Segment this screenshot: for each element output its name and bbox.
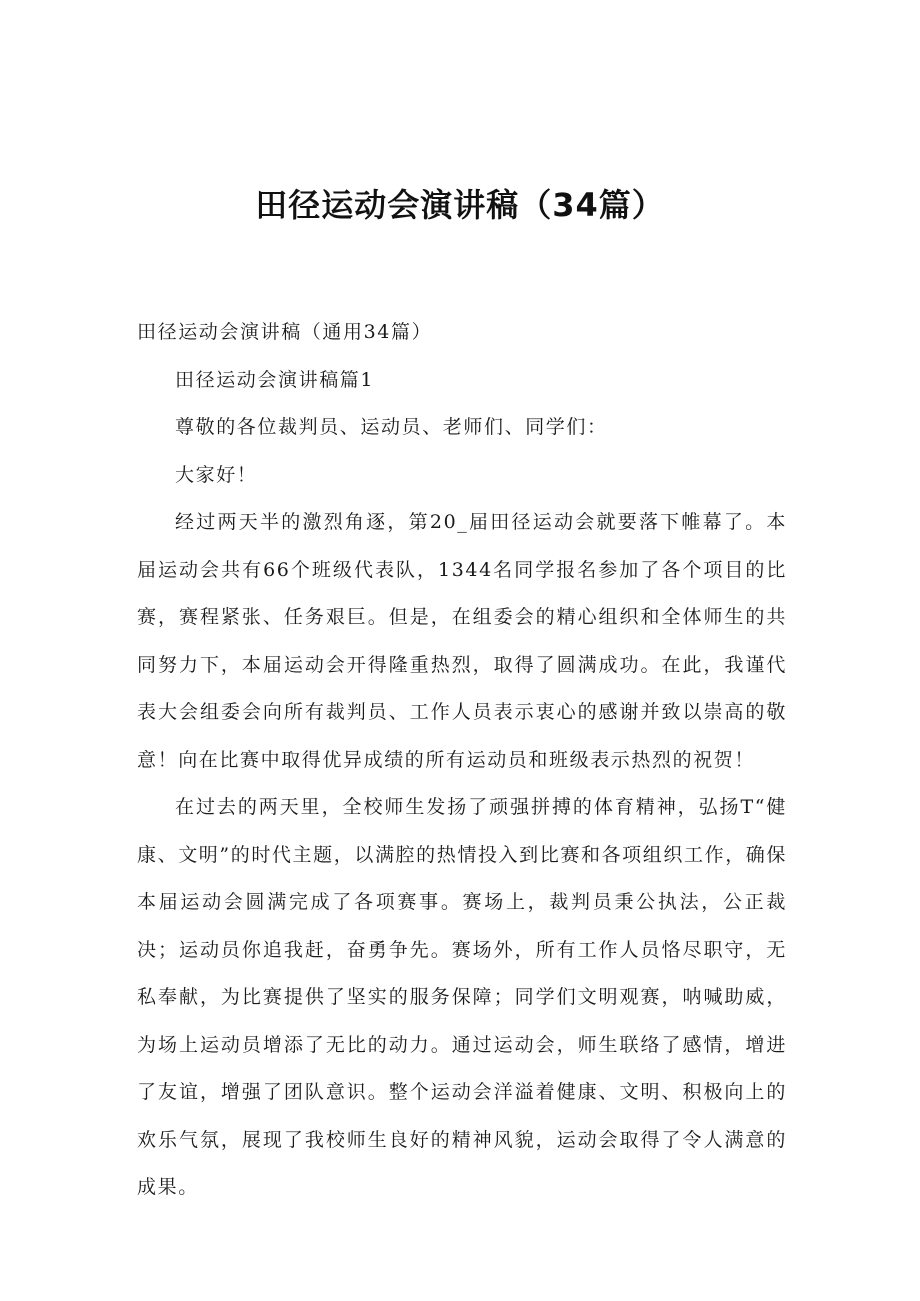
body-paragraph: 在过去的两天里，全校师生发扬了顽强拼搏的体育精神，弘扬T“健康、文明”的时代主题，以满腔的热情投入到比赛和各项组织工作，确保本届运动会圆满完成了各项赛事。赛场上，裁判员秉公执法，公正裁决；运动员你追我赶，奋勇争先。赛场外，所有工作人员恪尽职守，无私奉献，为比赛提供了坚实的服务保障；同学们文明观赛，呐喊助威，为场上运动员增添了无比的动力。通过运动会，师生联络了感情，增进了友谊，增强了团队意识。整个运动会洋溢着健康、文明、积极向上的欢乐气氛，展现了我校师生良好的精神风貌，运动会取得了令人满意的成果。 xyxy=(137,796,787,1198)
document-body xyxy=(137,309,787,1212)
document-subtitle: 田径运动会演讲稿（通用34篇） xyxy=(137,321,433,343)
section-heading: 田径运动会演讲稿篇1 xyxy=(175,368,375,391)
document-title: 田径运动会演讲稿（34篇） xyxy=(255,186,665,225)
body-paragraph: 经过两天半的激烈角逐，第20_届田径运动会就要落下帷幕了。本届运动会共有66个班级代表队，1344名同学报名参加了各个项目的比赛，赛程紧张、任务艰巨。但是，在组委会的精心组织和全体师生的共同努力下，本届运动会开得隆重热烈，取得了圆满成功。在此，我谨代表大会组委会向所有裁判员、工作人员表示衷心的感谢并致以崇高的敬意！向在比赛中取得优异成绩的所有运动员和班级表示热烈的祝贺！ xyxy=(137,511,787,771)
greeting: 大家好！ xyxy=(175,463,258,486)
salutation: 尊敬的各位裁判员、运动员、老师们、同学们： xyxy=(175,416,608,438)
